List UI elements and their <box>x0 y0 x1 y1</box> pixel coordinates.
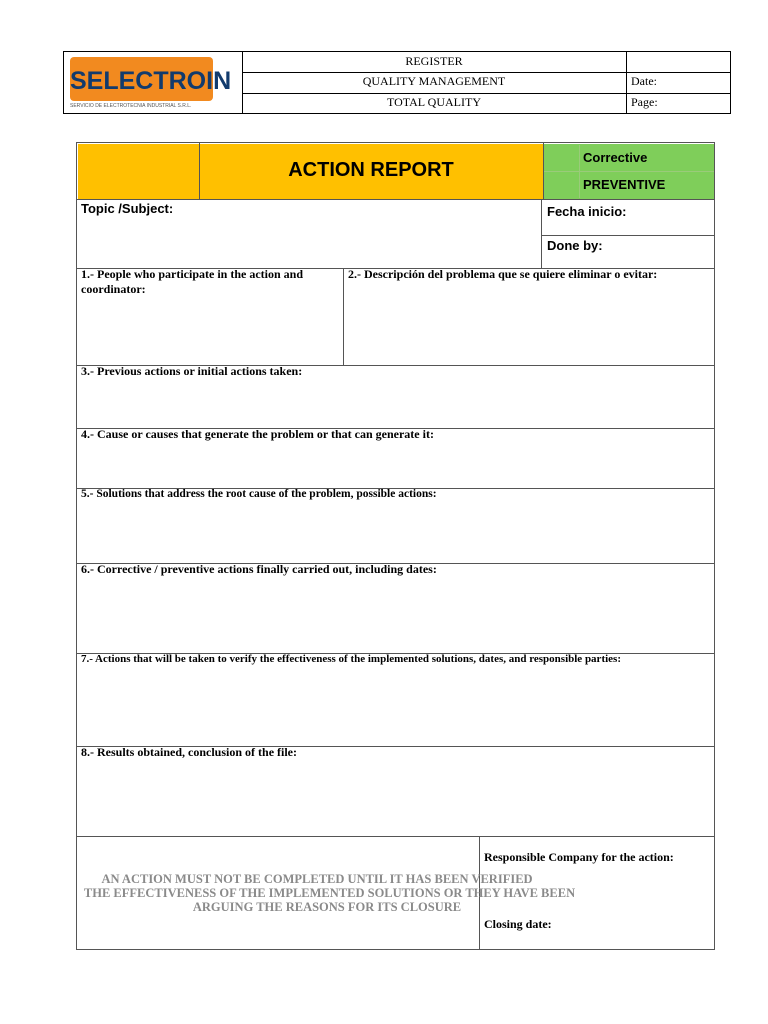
header-row-divider <box>242 93 730 94</box>
form-title: ACTION REPORT <box>288 159 454 181</box>
option-preventive[interactable]: PREVENTIVE <box>583 177 666 192</box>
logo-subtitle: SERVICIO DE ELECTROTECNIA INDUSTRIAL S.R.L. <box>70 103 192 109</box>
closing-date-label: Closing date: <box>484 917 552 931</box>
header-divider <box>626 52 627 113</box>
section-7-label: 7.- Actions that will be taken to verify the effectiveness of the implemented solutions, dates, and responsible parties: <box>81 653 621 665</box>
section-3-label: 3.- Previous actions or initial actions taken: <box>81 364 303 378</box>
row-divider <box>541 235 714 236</box>
section-1-label: 1.- People who participate in the action and coordinator: <box>81 267 303 296</box>
closure-note-line-1: AN ACTION MUST NOT BE COMPLETED UNTIL IT HAS BEEN VERIFIED <box>101 872 533 886</box>
document-header <box>63 51 731 114</box>
section-6-label: 6.- Corrective / preventive actions finally carried out, including dates: <box>81 562 437 576</box>
header-total-quality: TOTAL QUALITY <box>386 95 482 109</box>
section-8-label: 8.- Results obtained, conclusion of the file: <box>81 745 297 759</box>
page-label: Page: <box>631 95 658 109</box>
logo-text: SELECTROIN <box>70 67 232 95</box>
fecha-inicio-label: Fecha inicio: <box>547 204 627 219</box>
action-report-form <box>76 142 715 950</box>
section-divider <box>343 268 344 365</box>
company-logo <box>70 57 232 109</box>
date-label: Date: <box>631 74 657 88</box>
responsible-company-label: Responsible Company for the action: <box>484 850 674 864</box>
option-divider <box>544 171 714 172</box>
topic-divider <box>541 199 542 268</box>
row-divider <box>77 836 714 837</box>
header-row-divider <box>242 72 730 73</box>
closure-note-line-2: THE EFFECTIVENESS OF THE IMPLEMENTED SOLUTIONS OR THEY HAVE BEEN <box>83 886 576 900</box>
closure-note-line-3: ARGUING THE REASONS FOR ITS CLOSURE <box>192 900 462 914</box>
topic-label: Topic /Subject: <box>81 201 174 216</box>
section-5-label: 5.- Solutions that address the root cause of the problem, possible actions: <box>81 488 437 500</box>
section-2-label: 2.- Descripción del problema que se quiere eliminar o evitar: <box>348 267 658 281</box>
option-corrective[interactable]: Corrective <box>583 150 648 165</box>
header-quality-management: QUALITY MANAGEMENT <box>362 74 506 88</box>
done-by-label: Done by: <box>547 238 603 253</box>
section-4-label: 4.- Cause or causes that generate the problem or that can generate it: <box>81 427 434 441</box>
row-divider <box>77 199 714 200</box>
header-register: REGISTER <box>405 54 463 68</box>
